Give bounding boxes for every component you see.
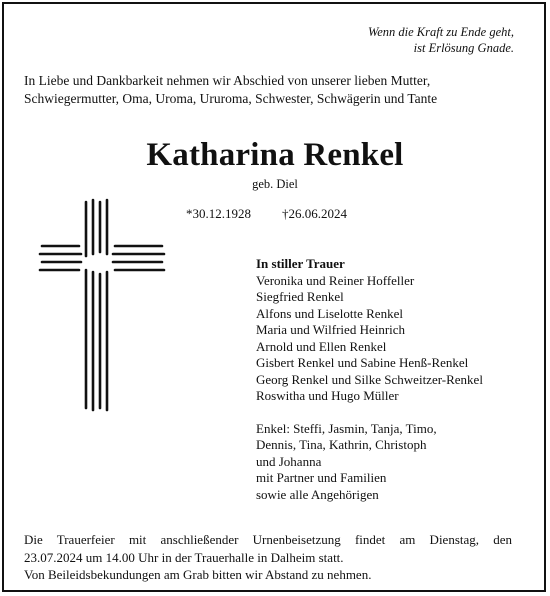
mourners-list xyxy=(256,256,483,503)
grandchildren-line: sowie alle Angehörigen xyxy=(256,486,379,502)
funeral-info-line: 23.07.2024 um 14.00 Uhr in der Trauerhalle in Dalheim statt. xyxy=(24,549,344,565)
mourner-line: Georg Renkel und Silke Schweitzer-Renkel xyxy=(256,371,483,387)
death-date: †26.06.2024 xyxy=(282,206,347,221)
birth-date: *30.12.1928 xyxy=(186,206,251,221)
born-name: geb. Diel xyxy=(252,177,298,191)
intro-line: Schwiegermutter, Oma, Uroma, Ururoma, Schwester, Schwägerin und Tante xyxy=(24,91,438,106)
mourner-line: Arnold und Ellen Renkel xyxy=(256,338,387,354)
mourner-line: Alfons und Liselotte Renkel xyxy=(256,305,403,321)
intro-line: In Liebe und Dankbarkeit nehmen wir Abschied von unserer lieben Mutter, xyxy=(24,73,431,88)
quote-line: Wenn die Kraft zu Ende geht, xyxy=(367,25,514,39)
funeral-info-line: Von Beileidsbekundungen am Grab bitten wir Abstand zu nehmen. xyxy=(24,567,372,582)
mourner-line: Gisbert Renkel und Sabine Henß-Renkel xyxy=(256,355,469,370)
deceased-name: Katharina Renkel xyxy=(146,137,404,173)
mourner-line: Roswitha und Hugo Müller xyxy=(256,388,399,403)
grandchildren-line: Dennis, Tina, Kathrin, Christoph xyxy=(256,437,427,452)
mourner-line: Siegfried Renkel xyxy=(256,289,344,304)
epigraph-quote xyxy=(368,24,514,56)
mourners-heading: In stiller Trauer xyxy=(256,256,345,271)
mourner-line: Maria und Wilfried Heinrich xyxy=(256,322,406,337)
funeral-info xyxy=(24,531,512,584)
intro-text xyxy=(24,72,524,108)
grandchildren-line: mit Partner und Familien xyxy=(256,470,387,485)
grandchildren-line: und Johanna xyxy=(256,453,322,469)
cross-icon xyxy=(36,198,166,412)
quote-line: ist Erlösung Gnade. xyxy=(413,41,514,55)
spacer xyxy=(256,405,483,421)
grandchildren-line: Enkel: Steffi, Jasmin, Tanja, Timo, xyxy=(256,420,437,436)
mourner-line: Veronika und Reiner Hoffeller xyxy=(256,272,415,288)
funeral-info-line: Die Trauerfeier mit anschließender Urnenbeisetzung findet am Dienstag, den xyxy=(24,532,512,547)
